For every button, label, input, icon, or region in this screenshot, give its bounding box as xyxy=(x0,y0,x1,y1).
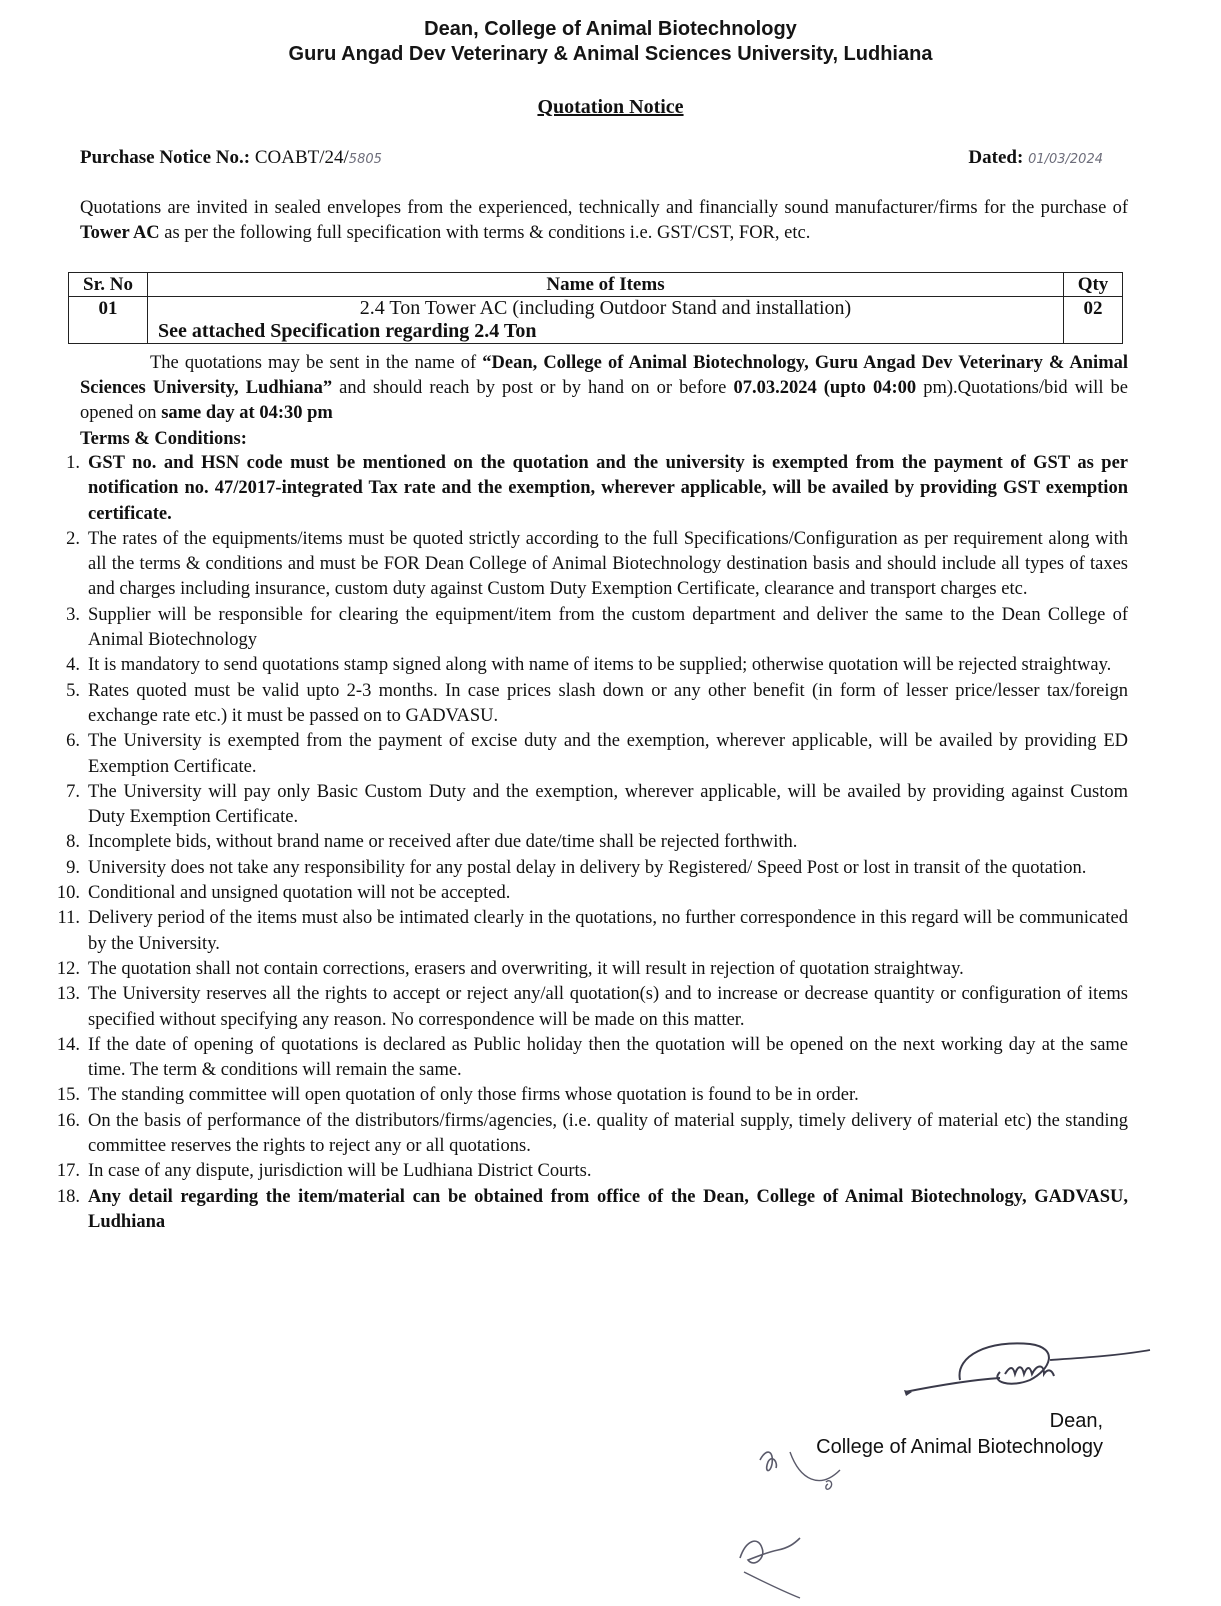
term-item xyxy=(36,1159,1128,1184)
term-item xyxy=(36,729,1128,780)
item-spec-note: See attached Specification regarding 2.4 Ton xyxy=(158,320,537,342)
term-number: 5. xyxy=(66,680,80,701)
term-text: The rates of the equipments/items must be quoted strictly according to the full Specifications/Configuration as per requirement along with all the terms & conditions and must be FOR Dean College of Animal Biotechnology destination basis and should include all types of taxes and charges including insurance, custom duty against Custom Duty Exemption Certificate, clearance and transport charges etc. xyxy=(88,528,1128,600)
term-text: It is mandatory to send quotations stamp signed along with name of items to be supplied; otherwise quotation will be rejected straightway. xyxy=(88,655,1112,676)
col-header-name: Name of Items xyxy=(148,273,1064,297)
dated-line xyxy=(968,145,1103,172)
term-item xyxy=(36,451,1128,527)
term-item xyxy=(36,1033,1128,1084)
term-item xyxy=(36,780,1128,831)
term-text: University does not take any responsibility for any postal delay in delivery by Registered/ Speed Post or lost in transit of the quotation. xyxy=(88,857,1087,878)
term-item xyxy=(36,603,1128,654)
notice-title: Quotation Notice xyxy=(537,96,684,118)
purchase-notice-number: COABT/24/ xyxy=(254,147,349,168)
term-number: 10. xyxy=(56,883,80,904)
term-text: The quotation shall not contain corrections, erasers and overwriting, it will result in rejection of quotation straightway. xyxy=(88,958,964,979)
cell-sr: 01 xyxy=(69,297,148,344)
table-header-row xyxy=(69,273,1123,297)
term-number: 4. xyxy=(66,655,80,676)
cell-qty: 02 xyxy=(1064,297,1123,344)
dated-label: Dated: xyxy=(968,147,1024,168)
term-text: Any detail regarding the item/material can be obtained from office of the Dean, College of Animal Biotechnology, GADVASU, Ludhiana xyxy=(88,1186,1128,1232)
terms-heading: Terms & Conditions: xyxy=(80,429,247,449)
term-number: 13. xyxy=(56,984,80,1005)
signature-mark xyxy=(900,1330,1160,1410)
term-number: 8. xyxy=(66,832,80,853)
term-text: Supplier will be responsible for clearing the equipment/item from the custom department and deliver the same to the Dean College of Animal Biotechnology xyxy=(88,604,1128,651)
term-text: The University reserves all the rights to accept or reject any/all quotation(s) and to increase or decrease quantity or configuration of items specified without specifying any reason. No correspondence will be made on this matter. xyxy=(88,984,1128,1030)
term-item xyxy=(36,1185,1128,1236)
term-item xyxy=(36,1109,1128,1160)
term-item xyxy=(36,830,1128,855)
term-text: In case of any dispute, jurisdiction will be Ludhiana District Courts. xyxy=(88,1161,592,1182)
term-number: 11. xyxy=(57,908,80,929)
signatory-title: Dean, xyxy=(1049,1410,1103,1432)
cell-item xyxy=(148,297,1064,344)
term-item xyxy=(36,856,1128,881)
item-name: 2.4 Ton Tower AC (including Outdoor Stand and installation) xyxy=(359,297,852,319)
purchase-notice-line xyxy=(80,145,382,172)
term-text: Conditional and unsigned quotation will not be accepted. xyxy=(88,883,511,904)
term-text: Delivery period of the items must also be intimated clearly in the quotations, no further correspondence in this regard will be communicated by the University. xyxy=(88,908,1128,954)
items-table xyxy=(68,272,1123,344)
send-to-text: The quotations may be sent in the name of xyxy=(150,353,483,373)
term-item xyxy=(36,527,1128,603)
term-number: 2. xyxy=(66,528,80,549)
purchase-notice-label: Purchase Notice No.: xyxy=(80,147,251,168)
handwritten-notice-number: 5805 xyxy=(348,152,382,167)
term-number: 12. xyxy=(56,958,80,979)
term-text: The University will pay only Basic Custom Duty and the exemption, wherever applicable, will be availed by providing against Custom Duty Exemption Certificate. xyxy=(88,781,1128,828)
signatory-org: College of Animal Biotechnology xyxy=(816,1436,1103,1458)
intro-text: Quotations are invited in sealed envelopes from the experienced, technically and financially sound manufacturer/firms for the purchase of xyxy=(80,198,1128,218)
opening-time: same day at 04:30 pm xyxy=(161,403,333,423)
term-item xyxy=(36,653,1128,678)
term-text: On the basis of performance of the distributors/firms/agencies, (i.e. quality of material supply, timely delivery of material etc) the standing committee reserves the rights to reject any or all quotations. xyxy=(88,1110,1128,1157)
send-to-text-3: pm).Quotations/bid will be opened on xyxy=(80,378,1128,423)
term-number: 1. xyxy=(66,453,80,473)
term-text: GST no. and HSN code must be mentioned on the quotation and the university is exempted from the payment of GST as per notification no. 47/2017-integrated Tax rate and the exemption, wherever applicable, will be availed by providing GST exemption certificate. xyxy=(88,453,1128,524)
term-item xyxy=(36,957,1128,982)
term-number: 16. xyxy=(56,1110,80,1131)
term-number: 3. xyxy=(66,604,80,625)
col-header-qty: Qty xyxy=(1064,273,1123,297)
term-number: 15. xyxy=(56,1085,80,1106)
initials-mark xyxy=(740,1440,860,1600)
term-item xyxy=(36,1083,1128,1108)
intro-item-name: Tower AC xyxy=(80,223,160,243)
header-university: Guru Angad Dev Veterinary & Animal Sciences University, Ludhiana xyxy=(288,43,933,65)
send-to-name: “Dean, College of Animal Biotechnology, Guru Angad Dev Veterinary & Animal Sciences University, Ludhiana” xyxy=(80,353,1128,398)
term-number: 18. xyxy=(56,1186,80,1207)
term-number: 7. xyxy=(66,781,80,802)
term-number: 17. xyxy=(56,1161,80,1182)
term-text: The University is exempted from the payment of excise duty and the exemption, wherever applicable, will be availed by providing ED Exemption Certificate. xyxy=(88,731,1128,777)
term-item xyxy=(36,982,1128,1033)
send-to-text-2: and should reach by post or by hand on or before xyxy=(332,378,734,398)
due-date: 07.03.2024 (upto 04:00 xyxy=(733,378,917,398)
term-text: Rates quoted must be valid upto 2-3 months. In case prices slash down or any other benefit (in form of lesser price/lesser tax/foreign exchange rate etc.) it must be passed on to GADVASU. xyxy=(88,680,1128,726)
intro-text-end: as per the following full specification with terms & conditions i.e. GST/CST, FOR, etc. xyxy=(159,223,811,243)
intro-paragraph xyxy=(80,196,1128,246)
send-to-paragraph xyxy=(80,351,1128,426)
table-row xyxy=(69,297,1123,344)
term-number: 9. xyxy=(66,857,80,878)
term-text: If the date of opening of quotations is declared as Public holiday then the quotation will be opened on the next working day at the same time. The term & conditions will remain the same. xyxy=(88,1034,1128,1081)
handwritten-date: 01/03/2024 xyxy=(1028,152,1103,167)
term-text: Incomplete bids, without brand name or received after due date/time shall be rejected forthwith. xyxy=(88,832,798,853)
term-text: The standing committee will open quotation of only those firms whose quotation is found to be in order. xyxy=(88,1085,859,1106)
term-item xyxy=(36,679,1128,730)
header-college: Dean, College of Animal Biotechnology xyxy=(424,18,797,40)
col-header-sr: Sr. No xyxy=(69,273,148,297)
terms-list xyxy=(36,451,1128,1235)
term-item xyxy=(36,906,1128,957)
term-item xyxy=(36,881,1128,906)
term-number: 6. xyxy=(66,731,80,752)
term-number: 14. xyxy=(56,1034,80,1055)
